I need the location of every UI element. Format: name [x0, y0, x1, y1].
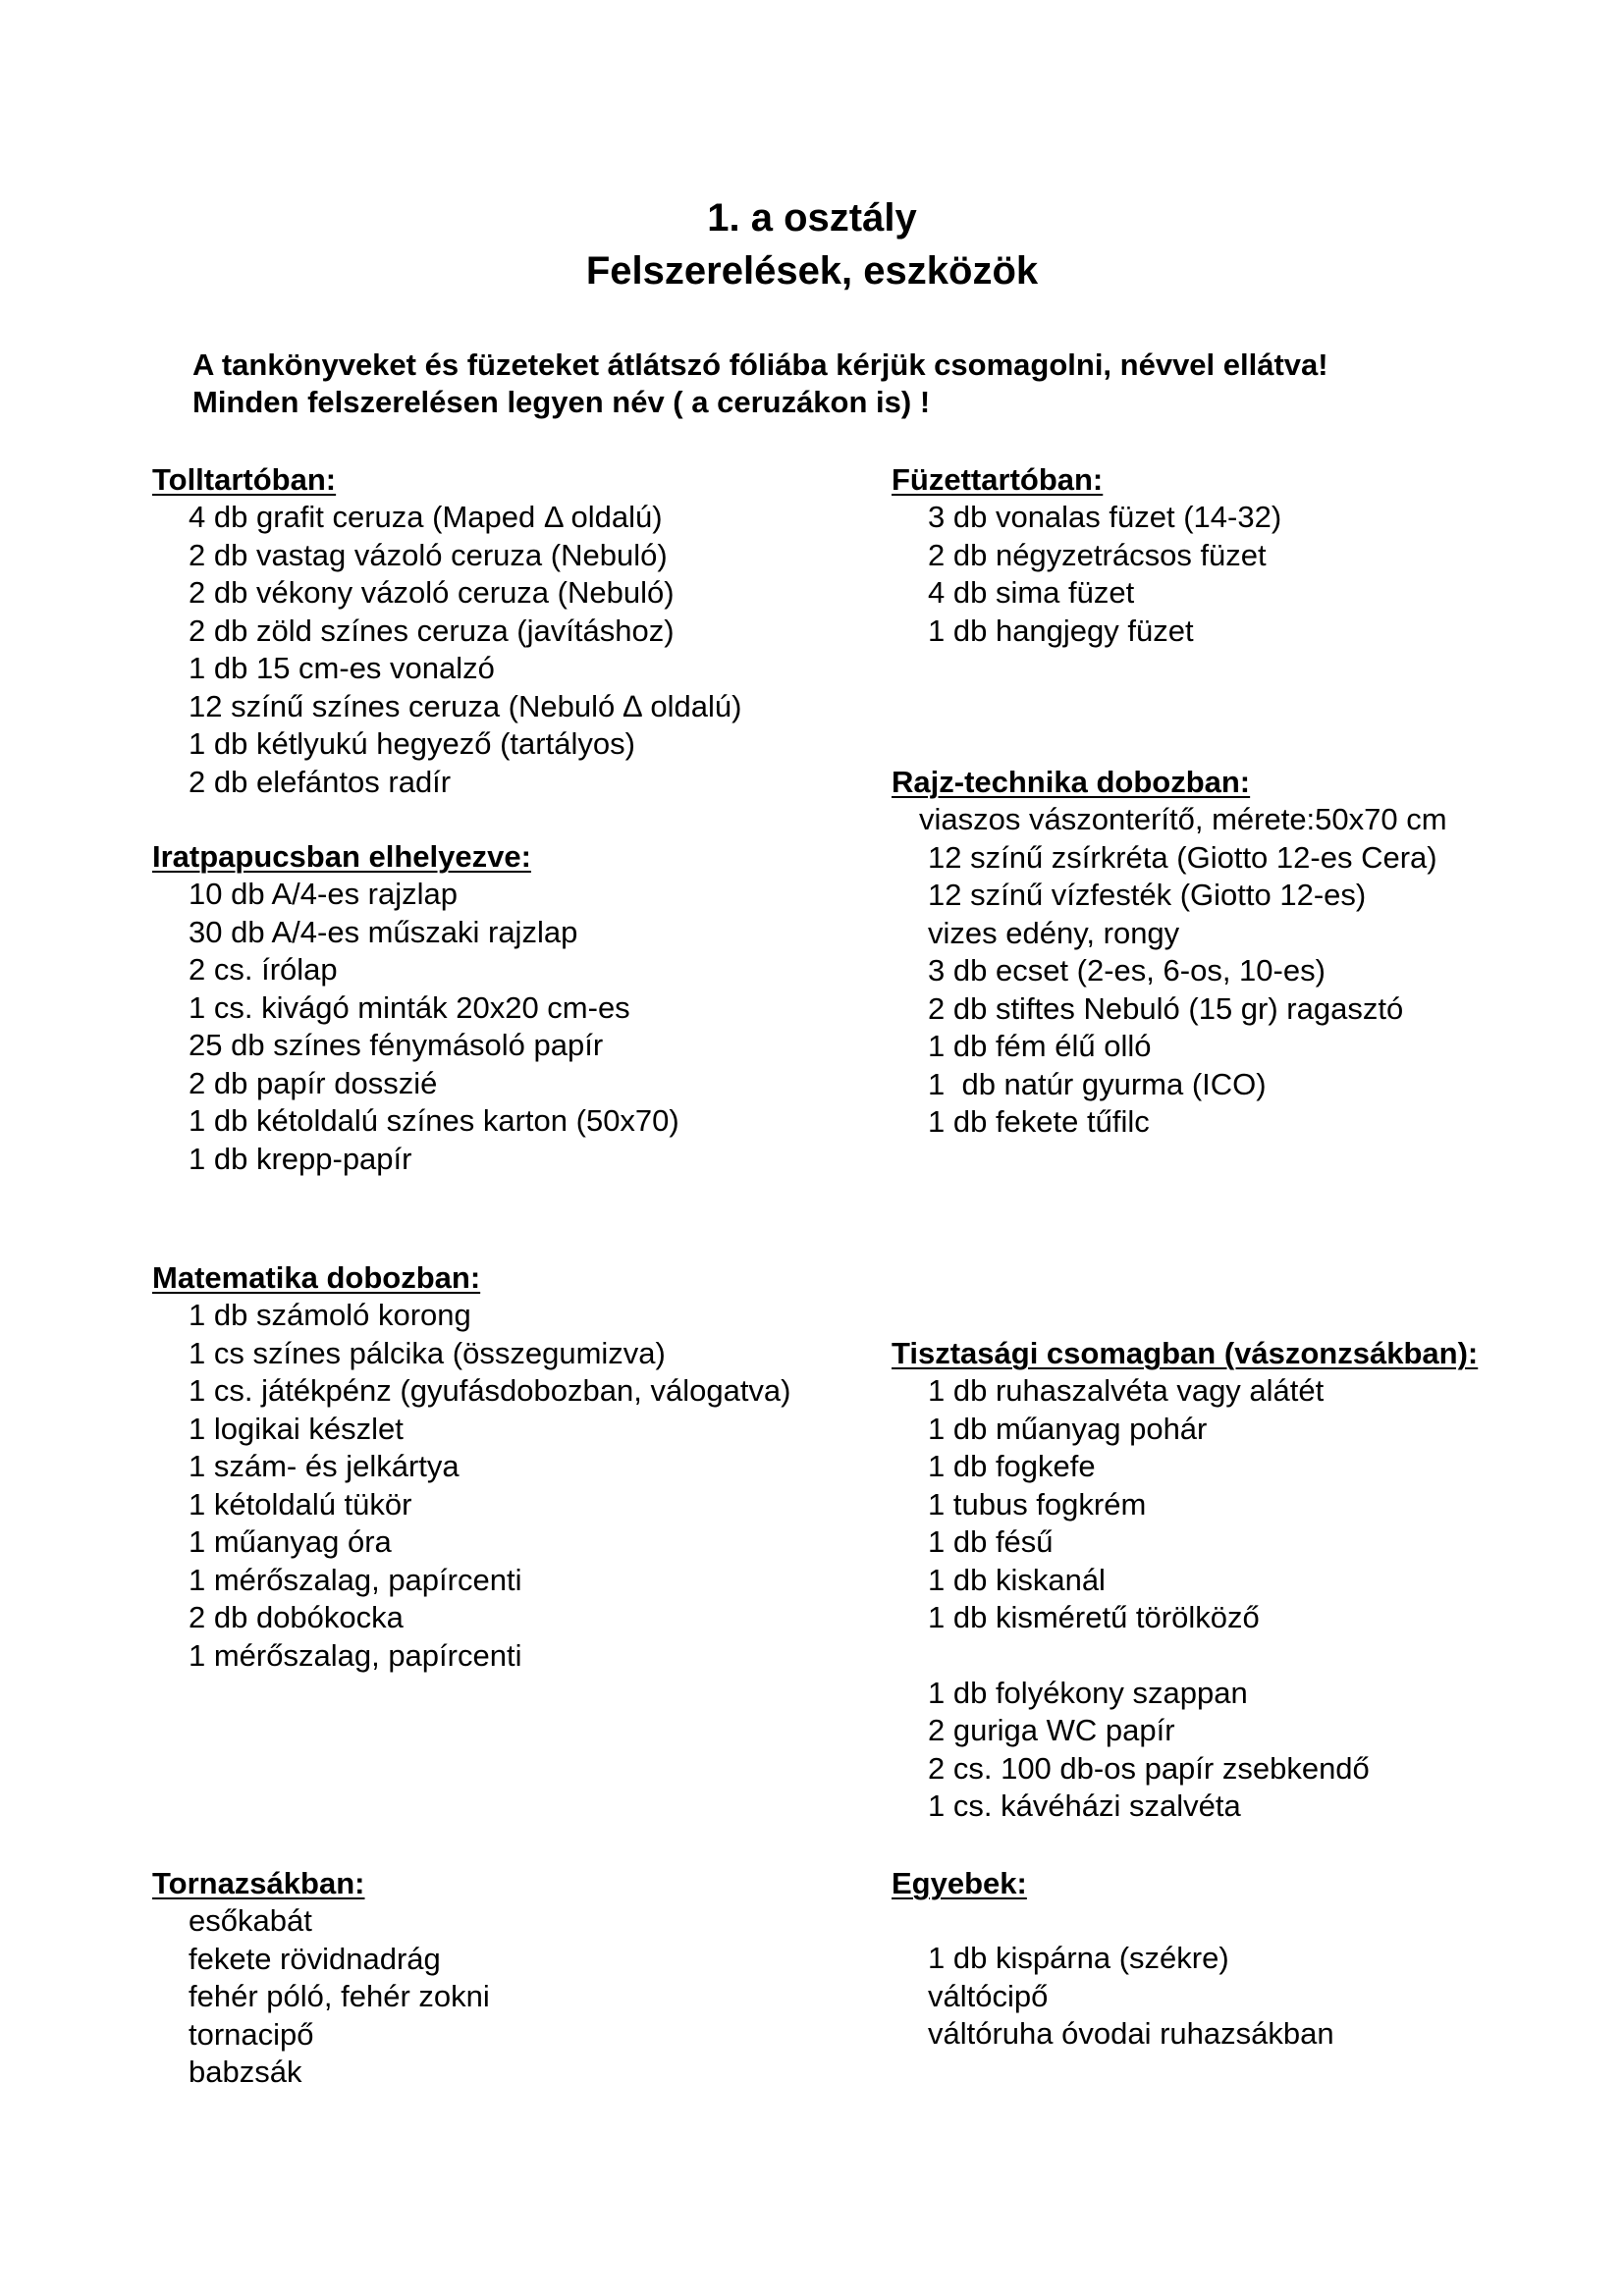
list-item: 1 db fekete tűfilc [928, 1104, 1150, 1139]
list-item: 1 db kétlyukú hegyező (tartályos) [189, 726, 635, 761]
section-heading: Matematika dobozban: [152, 1260, 481, 1295]
list-item: vizes edény, rongy [928, 915, 1180, 950]
list-item: 25 db színes fénymásoló papír [189, 1028, 604, 1062]
list-item: 1 cs. kávéházi szalvéta [928, 1789, 1241, 1823]
list-item: 1 cs színes pálcika (összegumizva) [189, 1335, 666, 1370]
list-item: 2 cs. írólap [189, 952, 338, 987]
list-item: 1 mérőszalag, papírcenti [189, 1637, 522, 1673]
item-list [152, 1297, 791, 1675]
list-item: 1 db fogkefe [928, 1449, 1096, 1483]
list-item: 1 db kisméretű törölköző [928, 1600, 1260, 1634]
list-item: 2 db stiftes Nebuló (15 gr) ragasztó [928, 990, 1404, 1026]
list-item: 1 cs. játékpénz (gyufásdobozban, válogatva) [189, 1373, 791, 1408]
section-tornazsak [152, 1865, 490, 2092]
list-item: 1 db 15 cm-es vonalzó [189, 651, 495, 685]
item-list [152, 876, 679, 1178]
list-item: 4 db grafit ceruza (Maped Δ oldalú) [189, 500, 663, 534]
notice-line-1: A tankönyveket és füzeteket átlátszó fóliába kérjük csomagolni, névvel ellátva! [192, 347, 1328, 382]
list-item: babzsák [189, 2055, 302, 2089]
list-item: 1 db natúr gyurma (ICO) [928, 1066, 1267, 1101]
item-list [892, 801, 1447, 1142]
list-item: 10 db A/4-es rajzlap [189, 877, 459, 911]
list-item: 2 db vékony vázoló ceruza (Nebuló) [189, 575, 675, 610]
list-item: 12 színű vízfesték (Giotto 12-es) [928, 878, 1367, 912]
list-item: 1 db műanyag pohár [928, 1411, 1208, 1446]
notice-line-2: Minden felszerelésen legyen név ( a ceruzákon is) ! [192, 385, 931, 419]
list-item: 1 db ruhaszalvéta vagy alátét [928, 1373, 1325, 1408]
list-item: 12 színű zsírkréta (Giotto 12-es Cera) [928, 839, 1437, 875]
list-item: 1 cs. kivágó minták 20x20 cm-es [189, 989, 630, 1025]
list-item: 2 cs. 100 db-os papír zsebkendő [928, 1750, 1370, 1786]
list-item: 1 db kispárna (székre) [928, 1941, 1229, 1975]
section-heading: Egyebek: [892, 1866, 1027, 1900]
section-tolltarto [152, 461, 741, 801]
section-heading: Rajz-technika dobozban: [892, 765, 1251, 799]
list-item: 2 db négyzetrácsos füzet [928, 537, 1267, 572]
item-list [892, 499, 1281, 650]
list-item: 1 db folyékony szappan [928, 1675, 1248, 1710]
page-subtitle: Felszerelések, eszközök [585, 249, 1039, 293]
item-list [152, 499, 741, 801]
list-item: 2 db zöld színes ceruza (javításhoz) [189, 613, 675, 648]
list-item: 1 szám- és jelkártya [189, 1449, 460, 1483]
list-item: 1 db kiskanál [928, 1562, 1106, 1597]
list-item: 4 db sima füzet [928, 575, 1135, 610]
section-heading: Tornazsákban: [152, 1866, 365, 1900]
list-item: esőkabát [189, 1903, 312, 1938]
list-item: 2 guriga WC papír [928, 1713, 1175, 1747]
list-item: 1 db fém élű olló [928, 1029, 1152, 1063]
section-heading: Iratpapucsban elhelyezve: [152, 839, 531, 874]
list-item: 3 db ecset (2-es, 6-os, 10-es) [928, 953, 1326, 988]
list-item: 1 db számoló korong [189, 1298, 471, 1332]
list-item: 3 db vonalas füzet (14-32) [928, 500, 1282, 534]
item-list [892, 1372, 1478, 1826]
section-iratpapucs [152, 838, 679, 1178]
list-item: 12 színű színes ceruza (Nebuló ∆ oldalú) [189, 688, 742, 723]
list-item: 1 mérőszalag, papírcenti [189, 1562, 522, 1597]
list-item: 1 db hangjegy füzet [928, 613, 1194, 648]
section-tisztasagi [892, 1335, 1478, 1826]
list-item: 1 kétoldalú tükör [189, 1486, 412, 1522]
section-matematika [152, 1259, 791, 1675]
list-item: váltóruha óvodai ruhazsákban [928, 2016, 1334, 2051]
item-list [152, 1902, 490, 2092]
section-heading: Tolltartóban: [152, 462, 337, 497]
list-item: fekete rövidnadrág [189, 1941, 441, 1976]
list-item: 2 db vastag vázoló ceruza (Nebuló) [189, 537, 668, 572]
list-item: 2 db elefántos radír [189, 764, 452, 799]
list-item: 2 db papír dosszié [189, 1065, 438, 1100]
list-item: tornacipő [189, 2016, 314, 2052]
list-item: viaszos vászonterítő, mérete:50x70 cm [919, 802, 1447, 836]
section-heading: Tisztasági csomagban (vászonzsákban): [892, 1336, 1479, 1370]
page-title: 1. a osztály [707, 196, 917, 240]
list-item: 30 db A/4-es műszaki rajzlap [189, 914, 578, 949]
section-fuzettarto [892, 461, 1281, 650]
list-item: fehér póló, fehér zokni [189, 1979, 490, 2013]
section-egyebek [892, 1865, 1334, 2054]
list-item: 1 db krepp-papír [189, 1141, 412, 1176]
section-rajz-technika [892, 764, 1447, 1142]
list-item: 1 tubus fogkrém [928, 1486, 1147, 1522]
section-heading: Füzettartóban: [892, 462, 1104, 497]
item-list [892, 1940, 1334, 2054]
list-item: 2 db dobókocka [189, 1600, 404, 1634]
list-item: 1 logikai készlet [189, 1411, 404, 1446]
list-item: váltócipő [928, 1978, 1049, 2013]
list-item: 1 műanyag óra [189, 1524, 392, 1559]
list-item: 1 db kétoldalú színes karton (50x70) [189, 1103, 679, 1138]
list-item: 1 db fésű [928, 1524, 1054, 1559]
